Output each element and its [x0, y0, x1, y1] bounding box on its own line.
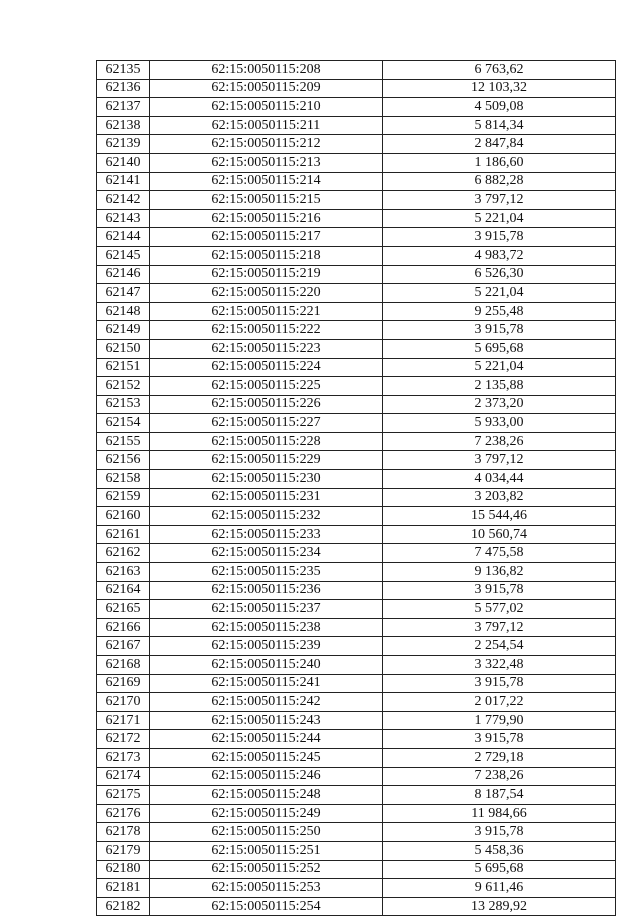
cadastral-number-cell: 62:15:0050115:239: [150, 637, 383, 656]
table-row: [97, 79, 616, 98]
cadastral-value-cell: 2 254,54: [383, 637, 616, 656]
cadastral-value-cell: 7 238,26: [383, 432, 616, 451]
cadastral-value-cell: 5 221,04: [383, 358, 616, 377]
cadastral-value-cell: 5 695,68: [383, 860, 616, 879]
table-row: [97, 841, 616, 860]
table-row: [97, 302, 616, 321]
table-row: [97, 339, 616, 358]
row-number-cell: 62155: [97, 432, 150, 451]
row-number-cell: 62156: [97, 451, 150, 470]
row-number-cell: 62147: [97, 284, 150, 303]
cadastral-value-cell: 3 915,78: [383, 823, 616, 842]
row-number-cell: 62181: [97, 879, 150, 898]
table-row: [97, 451, 616, 470]
cadastral-number-cell: 62:15:0050115:233: [150, 525, 383, 544]
table-row: [97, 879, 616, 898]
cadastral-value-cell: 3 915,78: [383, 321, 616, 340]
cadastral-value-cell: 4 983,72: [383, 246, 616, 265]
cadastral-number-cell: 62:15:0050115:236: [150, 581, 383, 600]
table-row: [97, 358, 616, 377]
cadastral-number-cell: 62:15:0050115:228: [150, 432, 383, 451]
row-number-cell: 62179: [97, 841, 150, 860]
row-number-cell: 62168: [97, 656, 150, 675]
row-number-cell: 62171: [97, 711, 150, 730]
cadastral-number-cell: 62:15:0050115:208: [150, 61, 383, 80]
cadastral-value-cell: 9 255,48: [383, 302, 616, 321]
cadastral-number-cell: 62:15:0050115:213: [150, 153, 383, 172]
row-number-cell: 62175: [97, 786, 150, 805]
table-row: [97, 246, 616, 265]
table-row: [97, 656, 616, 675]
row-number-cell: 62170: [97, 693, 150, 712]
row-number-cell: 62139: [97, 135, 150, 154]
cadastral-value-cell: 6 763,62: [383, 61, 616, 80]
cadastral-number-cell: 62:15:0050115:214: [150, 172, 383, 191]
cadastral-number-cell: 62:15:0050115:241: [150, 674, 383, 693]
cadastral-number-cell: 62:15:0050115:225: [150, 377, 383, 396]
row-number-cell: 62164: [97, 581, 150, 600]
table-row: [97, 618, 616, 637]
cadastral-value-cell: 3 915,78: [383, 730, 616, 749]
cadastral-number-cell: 62:15:0050115:232: [150, 507, 383, 526]
cadastral-value-cell: 5 577,02: [383, 600, 616, 619]
table-row: [97, 153, 616, 172]
table-row: [97, 172, 616, 191]
cadastral-value-cell: 2 729,18: [383, 748, 616, 767]
cadastral-value-cell: 8 187,54: [383, 786, 616, 805]
row-number-cell: 62136: [97, 79, 150, 98]
cadastral-number-cell: 62:15:0050115:251: [150, 841, 383, 860]
cadastral-value-cell: 7 475,58: [383, 544, 616, 563]
row-number-cell: 62141: [97, 172, 150, 191]
cadastral-number-cell: 62:15:0050115:222: [150, 321, 383, 340]
cadastral-number-cell: 62:15:0050115:210: [150, 98, 383, 117]
cadastral-value-cell: 12 103,32: [383, 79, 616, 98]
row-number-cell: 62148: [97, 302, 150, 321]
table-row: [97, 804, 616, 823]
cadastral-value-cell: 2 373,20: [383, 395, 616, 414]
table-row: [97, 98, 616, 117]
row-number-cell: 62169: [97, 674, 150, 693]
row-number-cell: 62161: [97, 525, 150, 544]
cadastral-value-cell: 15 544,46: [383, 507, 616, 526]
row-number-cell: 62135: [97, 61, 150, 80]
cadastral-value-cell: 4 509,08: [383, 98, 616, 117]
table-row: [97, 786, 616, 805]
cadastral-value-cell: 1 186,60: [383, 153, 616, 172]
row-number-cell: 62145: [97, 246, 150, 265]
table-body: [97, 61, 616, 916]
cadastral-number-cell: 62:15:0050115:244: [150, 730, 383, 749]
row-number-cell: 62178: [97, 823, 150, 842]
table-row: [97, 228, 616, 247]
row-number-cell: 62176: [97, 804, 150, 823]
row-number-cell: 62182: [97, 897, 150, 916]
cadastral-number-cell: 62:15:0050115:209: [150, 79, 383, 98]
cadastral-value-cell: 2 135,88: [383, 377, 616, 396]
table-row: [97, 823, 616, 842]
cadastral-number-cell: 62:15:0050115:224: [150, 358, 383, 377]
cadastral-number-cell: 62:15:0050115:235: [150, 563, 383, 582]
cadastral-value-cell: 1 779,90: [383, 711, 616, 730]
table-row: [97, 581, 616, 600]
table-row: [97, 674, 616, 693]
cadastral-value-cell: 3 915,78: [383, 674, 616, 693]
cadastral-value-cell: 9 136,82: [383, 563, 616, 582]
table-row: [97, 414, 616, 433]
cadastral-number-cell: 62:15:0050115:231: [150, 488, 383, 507]
row-number-cell: 62166: [97, 618, 150, 637]
cadastral-value-cell: 11 984,66: [383, 804, 616, 823]
table-row: [97, 748, 616, 767]
row-number-cell: 62162: [97, 544, 150, 563]
table-row: [97, 191, 616, 210]
cadastral-number-cell: 62:15:0050115:217: [150, 228, 383, 247]
cadastral-number-cell: 62:15:0050115:219: [150, 265, 383, 284]
row-number-cell: 62144: [97, 228, 150, 247]
cadastral-number-cell: 62:15:0050115:248: [150, 786, 383, 805]
cadastral-number-cell: 62:15:0050115:234: [150, 544, 383, 563]
cadastral-value-cell: 3 203,82: [383, 488, 616, 507]
row-number-cell: 62146: [97, 265, 150, 284]
row-number-cell: 62150: [97, 339, 150, 358]
row-number-cell: 62151: [97, 358, 150, 377]
table-row: [97, 860, 616, 879]
table-row: [97, 544, 616, 563]
cadastral-number-cell: 62:15:0050115:246: [150, 767, 383, 786]
table-row: [97, 116, 616, 135]
table-row: [97, 209, 616, 228]
cadastral-number-cell: 62:15:0050115:254: [150, 897, 383, 916]
cadastral-value-cell: 9 611,46: [383, 879, 616, 898]
table-row: [97, 525, 616, 544]
cadastral-value-cell: 5 933,00: [383, 414, 616, 433]
cadastral-value-cell: 3 915,78: [383, 581, 616, 600]
cadastral-number-cell: 62:15:0050115:252: [150, 860, 383, 879]
cadastral-number-cell: 62:15:0050115:218: [150, 246, 383, 265]
cadastral-value-cell: 3 915,78: [383, 228, 616, 247]
row-number-cell: 62142: [97, 191, 150, 210]
table-row: [97, 395, 616, 414]
cadastral-number-cell: 62:15:0050115:211: [150, 116, 383, 135]
table-row: [97, 377, 616, 396]
row-number-cell: 62165: [97, 600, 150, 619]
cadastral-value-cell: 2 017,22: [383, 693, 616, 712]
cadastral-number-cell: 62:15:0050115:220: [150, 284, 383, 303]
table-row: [97, 693, 616, 712]
row-number-cell: 62158: [97, 470, 150, 489]
cadastral-number-cell: 62:15:0050115:221: [150, 302, 383, 321]
cadastral-number-cell: 62:15:0050115:245: [150, 748, 383, 767]
table-row: [97, 600, 616, 619]
cadastral-number-cell: 62:15:0050115:230: [150, 470, 383, 489]
table-row: [97, 711, 616, 730]
cadastral-value-table: [96, 60, 616, 916]
row-number-cell: 62153: [97, 395, 150, 414]
cadastral-number-cell: 62:15:0050115:223: [150, 339, 383, 358]
row-number-cell: 62154: [97, 414, 150, 433]
row-number-cell: 62173: [97, 748, 150, 767]
table-row: [97, 488, 616, 507]
cadastral-number-cell: 62:15:0050115:229: [150, 451, 383, 470]
table-row: [97, 730, 616, 749]
cadastral-value-cell: 3 797,12: [383, 191, 616, 210]
cadastral-value-cell: 3 797,12: [383, 618, 616, 637]
cadastral-value-cell: 5 221,04: [383, 209, 616, 228]
table-row: [97, 432, 616, 451]
cadastral-number-cell: 62:15:0050115:240: [150, 656, 383, 675]
cadastral-value-cell: 5 814,34: [383, 116, 616, 135]
table-row: [97, 563, 616, 582]
cadastral-value-cell: 2 847,84: [383, 135, 616, 154]
cadastral-value-cell: 13 289,92: [383, 897, 616, 916]
row-number-cell: 62180: [97, 860, 150, 879]
cadastral-number-cell: 62:15:0050115:212: [150, 135, 383, 154]
row-number-cell: 62159: [97, 488, 150, 507]
table-row: [97, 321, 616, 340]
table-row: [97, 507, 616, 526]
row-number-cell: 62140: [97, 153, 150, 172]
row-number-cell: 62149: [97, 321, 150, 340]
cadastral-value-cell: 10 560,74: [383, 525, 616, 544]
table-row: [97, 637, 616, 656]
cadastral-number-cell: 62:15:0050115:242: [150, 693, 383, 712]
cadastral-number-cell: 62:15:0050115:250: [150, 823, 383, 842]
cadastral-number-cell: 62:15:0050115:243: [150, 711, 383, 730]
cadastral-value-cell: 7 238,26: [383, 767, 616, 786]
cadastral-value-cell: 5 458,36: [383, 841, 616, 860]
cadastral-value-cell: 4 034,44: [383, 470, 616, 489]
cadastral-value-cell: 5 221,04: [383, 284, 616, 303]
cadastral-value-cell: 3 322,48: [383, 656, 616, 675]
table-row: [97, 135, 616, 154]
row-number-cell: 62172: [97, 730, 150, 749]
table-row: [97, 265, 616, 284]
cadastral-number-cell: 62:15:0050115:237: [150, 600, 383, 619]
row-number-cell: 62143: [97, 209, 150, 228]
row-number-cell: 62152: [97, 377, 150, 396]
row-number-cell: 62174: [97, 767, 150, 786]
cadastral-number-cell: 62:15:0050115:249: [150, 804, 383, 823]
cadastral-value-cell: 5 695,68: [383, 339, 616, 358]
cadastral-number-cell: 62:15:0050115:215: [150, 191, 383, 210]
cadastral-number-cell: 62:15:0050115:227: [150, 414, 383, 433]
row-number-cell: 62163: [97, 563, 150, 582]
table-row: [97, 767, 616, 786]
row-number-cell: 62138: [97, 116, 150, 135]
cadastral-value-cell: 6 882,28: [383, 172, 616, 191]
cadastral-value-cell: 6 526,30: [383, 265, 616, 284]
cadastral-number-cell: 62:15:0050115:238: [150, 618, 383, 637]
cadastral-number-cell: 62:15:0050115:253: [150, 879, 383, 898]
cadastral-number-cell: 62:15:0050115:226: [150, 395, 383, 414]
row-number-cell: 62160: [97, 507, 150, 526]
table-row: [97, 61, 616, 80]
row-number-cell: 62137: [97, 98, 150, 117]
cadastral-value-cell: 3 797,12: [383, 451, 616, 470]
cadastral-number-cell: 62:15:0050115:216: [150, 209, 383, 228]
table-row: [97, 284, 616, 303]
table-row: [97, 897, 616, 916]
row-number-cell: 62167: [97, 637, 150, 656]
table-row: [97, 470, 616, 489]
